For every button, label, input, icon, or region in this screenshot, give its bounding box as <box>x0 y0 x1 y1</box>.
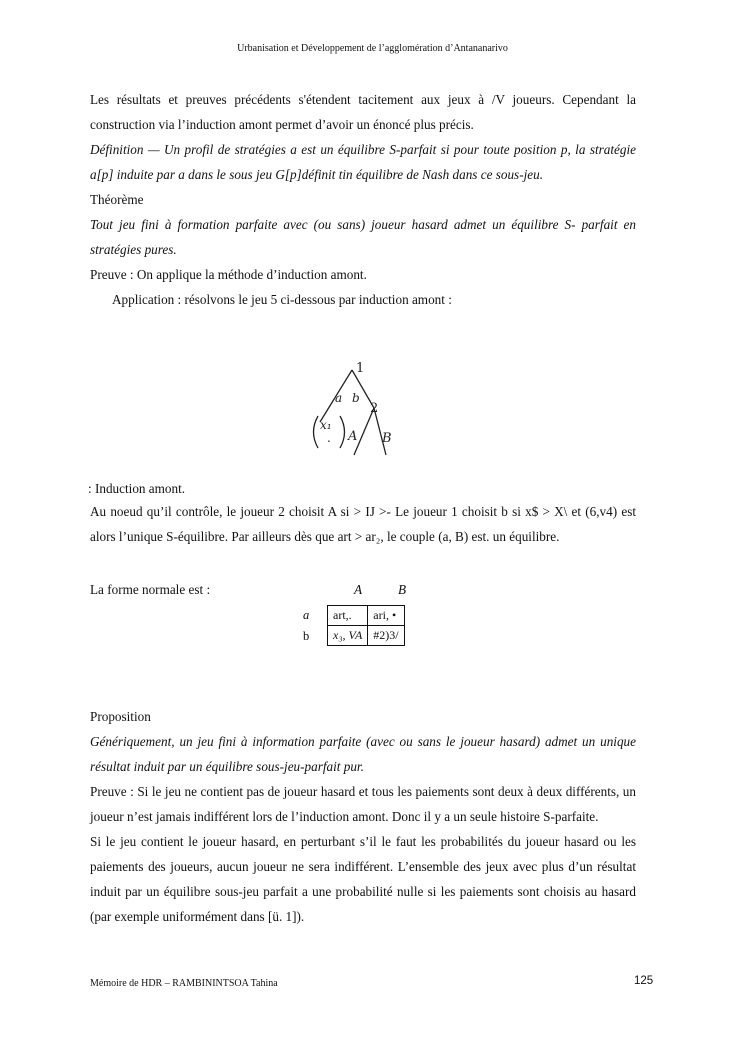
game-tree-figure <box>300 360 410 465</box>
application-line: Application : résolvons le jeu 5 ci-dessous par induction amont : <box>112 292 452 307</box>
node-2-label: 2 <box>370 401 379 416</box>
proposition-heading: Proposition <box>90 709 151 724</box>
payoff-right-paren <box>340 416 345 448</box>
body-block-1 <box>90 87 636 312</box>
body-block-3 <box>90 704 636 929</box>
normal-form-row-b: b <box>303 629 310 643</box>
theorem-statement: Tout jeu fini à formation parfaite avec (ou sans) joueur hasard admet un équilibre S- parfait en stratégies pures. <box>90 217 636 257</box>
cell-aA: art,. <box>328 606 368 626</box>
normal-form-col-A: A <box>354 582 363 597</box>
proposition-statement: Génériquement, un jeu fini à information parfaite (avec ou sans le joueur hasard) admet un unique résultat induit par un équilibre sous-jeu-parfait pur. <box>90 734 636 774</box>
table-row <box>328 606 405 626</box>
edge-b-label: b <box>352 391 360 405</box>
footer-author: Mémoire de HDR – RAMBININTSOA Tahina <box>90 978 278 989</box>
payoff-top-label: x₁ <box>320 418 332 432</box>
normal-form-label: La forme normale est : <box>90 582 211 597</box>
running-header: Urbanisation et Développement de l’agglomération d’Antananarivo <box>237 43 508 54</box>
paragraph-intro: Les résultats et preuves précédents s'étendent tacitement aux jeux à /V joueurs. Cependant la construction via l’induction amont permet d’avoir un énoncé plus précis. <box>90 92 636 132</box>
payoff-left-paren <box>314 416 319 448</box>
normal-form-col-B: B <box>398 582 407 597</box>
definition-paragraph: Définition — Un profil de stratégies a est un équilibre S-parfait si pour toute position p, la stratégie a[p] induite par a dans le sous jeu G[p]définit tin équilibre de Nash dans ce sous-jeu. <box>90 142 636 182</box>
induction-paragraph: Au noeud qu’il contrôle, le joueur 2 choisit A si > IJ >- Le joueur 1 choisit b si x$ > X\ et (6,v4) est alors l’unique S-équilibre. Par ailleurs dès que art > ar₂, le couple (a, B) est. un équilibre. <box>90 504 636 544</box>
edge-a-label: a <box>335 391 343 405</box>
normal-form-table <box>327 605 405 646</box>
cell-bB: #2)3/ <box>368 626 404 646</box>
body-block-2 <box>90 499 636 549</box>
figure-caption: : Induction amont. <box>88 481 186 496</box>
theorem-heading: Théorème <box>90 192 144 207</box>
edge-A-label: A <box>348 429 358 444</box>
cell-aB: ari, • <box>368 606 404 626</box>
cell-bA: x₃, VA <box>328 626 368 646</box>
normal-form-row-a: a <box>303 608 310 622</box>
proof-paragraph-2: Si le jeu contient le joueur hasard, en perturbant s’il le faut les probabilités du joueur hasard ou les paiements des joueurs, aucun joueur ne sera indifférent. L’ensemble des jeux avec plus d’un résultat induit par un équilibre sous-jeu parfait a une probabilité nulle si les paiements sont choisis au hasard (par exemple uniformément dans [ü. 1]). <box>90 834 636 924</box>
edge-B-label: B <box>382 431 392 446</box>
proof-line: Preuve : On applique la méthode d’induction amont. <box>90 267 367 282</box>
payoff-bottom-label: . <box>327 431 331 445</box>
proof-paragraph-1: Preuve : Si le jeu ne contient pas de joueur hasard et tous les paiements sont deux à deux différents, un joueur n’est jamais indifférent lors de l’induction amont. Donc il y a un seule histoire S-parfaite. <box>90 784 636 824</box>
table-row <box>328 626 405 646</box>
node-1-label: 1 <box>356 361 365 376</box>
page-number: 125 <box>634 975 654 987</box>
